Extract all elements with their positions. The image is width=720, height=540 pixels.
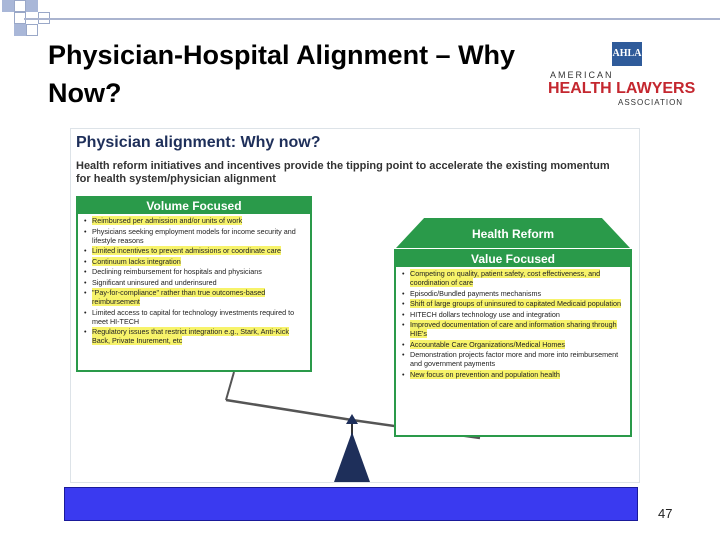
list-item [84, 227, 306, 245]
list-item [84, 308, 306, 326]
volume-item-text: Regulatory issues that restrict integration e.g., Stark, Anti-Kick Back, Private Inurement, etc [92, 327, 289, 345]
page-number: 47 [658, 506, 673, 521]
volume-item-text: Reimbursed per admission and/or units of work [92, 216, 243, 225]
list-item [402, 320, 626, 338]
value-heading: Value Focused [396, 251, 630, 267]
volume-list [78, 214, 310, 345]
list-item [402, 289, 626, 298]
list-item [84, 216, 306, 225]
list-item [402, 299, 626, 308]
volume-item-text: Physicians seeking employment models for income security and lifestyle reasons [92, 226, 296, 245]
volume-item-text: Significant uninsured and underinsured [92, 277, 217, 287]
value-item-text: Competing on quality, patient safety, cost effectiveness, and coordination of care [410, 269, 601, 287]
logo-emblem: AHLA [612, 42, 642, 66]
left-hanger [226, 372, 234, 400]
list-item [402, 350, 626, 368]
logo-line-2: HEALTH LAWYERS [548, 80, 696, 97]
value-item-text: Accountable Care Organizations/Medical Homes [410, 339, 566, 349]
slide-title: Physician-Hospital Alignment – Why Now? [48, 40, 516, 108]
volume-item-text: Limited incentives to prevent admissions or coordinate care [92, 246, 281, 255]
value-item-text: HITECH dollars technology use and integration [410, 309, 560, 319]
list-item [84, 288, 306, 306]
volume-focused-panel [76, 196, 312, 372]
list-item [84, 257, 306, 266]
volume-heading: Volume Focused [78, 198, 310, 214]
volume-item-text: Continuum lacks integration [92, 256, 181, 266]
value-item-text: Episodic/Bundled payments mechanisms [410, 288, 542, 298]
logo-line-1: AMERICAN [550, 70, 614, 80]
figure-subtitle: Health reform initiatives and incentives provide the tipping point to accelerate the existing momentum for health system/physician alignment [76, 160, 610, 185]
list-item [84, 278, 306, 287]
list-item [402, 370, 626, 379]
list-item [402, 340, 626, 349]
list-item [402, 269, 626, 287]
footer-bar [64, 487, 638, 521]
list-item [84, 246, 306, 255]
value-list [396, 267, 630, 379]
list-item [402, 310, 626, 319]
health-reform-label: Health Reform [471, 227, 554, 241]
value-item-text: Demonstration projects factor more and more into reimbursement and government payments [410, 350, 619, 368]
value-item-text: Improved documentation of care and information sharing through HIE's [410, 320, 617, 338]
volume-item-text: "Pay-for-compliance" rather than true outcomes-based reimbursement [92, 288, 266, 306]
list-item [84, 267, 306, 276]
value-item-text: Shift of large groups of uninsured to capitated Medicaid population [410, 299, 621, 308]
scale-fulcrum [334, 432, 370, 482]
volume-item-text: Declining reimbursement for hospitals and physicians [92, 267, 262, 276]
value-focused-panel [394, 249, 632, 437]
logo-line-3: ASSOCIATION [618, 98, 684, 107]
volume-item-text: Limited access to capital for technology investments required to meet HI-TECH [92, 307, 295, 326]
value-item-text: New focus on prevention and population health [410, 369, 560, 379]
figure-title: Physician alignment: Why now? [76, 134, 321, 151]
list-item [84, 327, 306, 345]
